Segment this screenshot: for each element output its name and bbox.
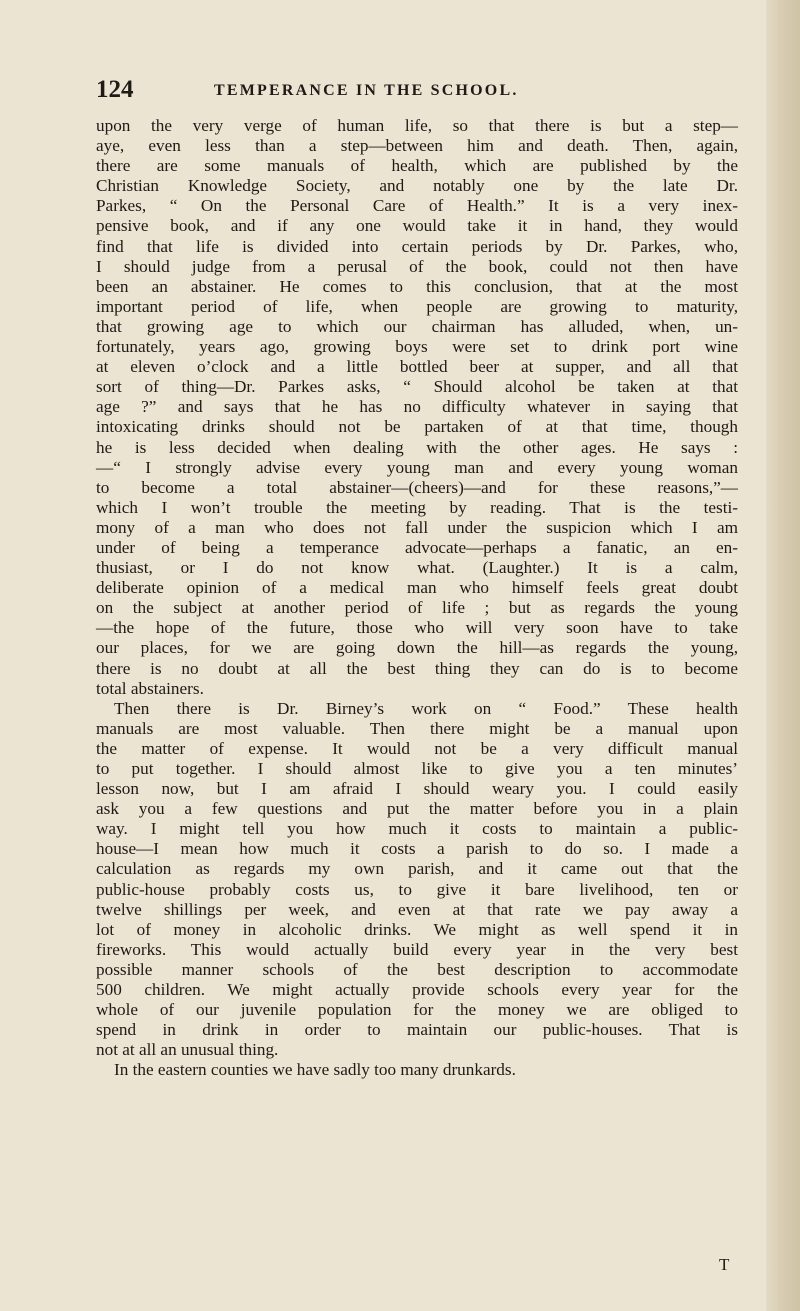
text-line: deliberate opinion of a medical man who himself feels great doubt: [96, 578, 738, 598]
text-line: there is no doubt at all the best thing they can do is to become: [96, 658, 738, 678]
text-line: possible manner schools of the best description to accommodate: [96, 959, 738, 979]
text-line: important period of life, when people are growing to maturity,: [96, 296, 738, 316]
paragraph-start-line: In the eastern counties we have sadly too many drunkards.: [114, 1060, 516, 1080]
text-line: calculation as regards my own parish, and it came out that the: [96, 859, 738, 879]
page-header: [96, 76, 682, 106]
body-text: [96, 116, 738, 1081]
text-line: aye, even less than a step—between him and death. Then, again,: [96, 136, 738, 156]
text-line: to become a total abstainer—(cheers)—and for these reasons,”—: [96, 477, 738, 497]
paragraph-end-line: not at all an unusual thing.: [96, 1040, 279, 1060]
margin-mark: T: [719, 1255, 730, 1274]
text-line: thusiast, or I do not know what. (Laughter.) It is a calm,: [96, 558, 738, 578]
text-line: mony of a man who does not fall under the suspicion which I am: [96, 517, 738, 537]
text-line: lesson now, but I am afraid I should weary you. I could easily: [96, 779, 738, 799]
text-line: fireworks. This would actually build every year in the very best: [96, 939, 738, 959]
text-line: manuals are most valuable. Then there might be a manual upon: [96, 718, 738, 738]
text-line: he is less decided when dealing with the other ages. He says :: [96, 437, 738, 457]
text-line: which I won’t trouble the meeting by reading. That is the testi-: [96, 497, 738, 517]
page-number: 124: [96, 76, 134, 103]
text-line: our places, for we are going down the hill—as regards the young,: [96, 638, 738, 658]
text-line: ask you a few questions and put the matter before you in a plain: [96, 799, 738, 819]
text-line: upon the very verge of human life, so that there is but a step—: [96, 116, 738, 135]
text-line: Christian Knowledge Society, and notably one by the late Dr.: [96, 176, 738, 196]
text-line: 500 children. We might actually provide schools every year for the: [96, 980, 738, 1000]
text-line: to put together. I should almost like to give you a ten minutes’: [96, 759, 738, 778]
text-line: whole of our juvenile population for the money we are obliged to: [96, 1000, 738, 1020]
text-line: I should judge from a perusal of the book, could not then have: [96, 256, 738, 276]
page-edge-shadow: [766, 0, 800, 1311]
text-line: find that life is divided into certain periods by Dr. Parkes, who,: [96, 236, 738, 256]
text-line: house—I mean how much it costs a parish to do so. I made a: [96, 839, 738, 859]
text-line: the matter of expense. It would not be a very difficult manual: [96, 738, 738, 758]
text-line: pensive book, and if any one would take it in hand, they would: [96, 216, 738, 236]
text-line: public-house probably costs us, to give it bare livelihood, ten or: [96, 879, 738, 899]
paragraph-end-line: total abstainers.: [96, 678, 204, 698]
text-line: spend in drink in order to maintain our public-houses. That is: [96, 1020, 738, 1040]
text-line: been an abstainer. He comes to this conclusion, that at the most: [96, 276, 738, 296]
text-line: at eleven o’clock and a little bottled beer at supper, and all that: [96, 357, 738, 377]
text-line: Parkes, “ On the Personal Care of Health.” It is a very inex-: [96, 196, 738, 216]
text-line: —the hope of the future, those who will very soon have to take: [96, 618, 738, 638]
text-line: lot of money in alcoholic drinks. We might as well spend it in: [96, 919, 738, 939]
text-line: twelve shillings per week, and even at that rate we pay away a: [96, 899, 738, 919]
paragraph-start-line: Then there is Dr. Birney’s work on “ Food.” These health: [114, 698, 738, 718]
text-line: —“ I strongly advise every young man and every young woman: [96, 457, 738, 477]
text-line: on the subject at another period of life ; but as regards the young: [96, 598, 738, 618]
text-line: age ?” and says that he has no difficulty whatever in saying that: [96, 397, 738, 417]
text-line: fortunately, years ago, growing boys were set to drink port wine: [96, 337, 738, 357]
text-line: that growing age to which our chairman has alluded, when, un-: [96, 316, 738, 336]
text-line: intoxicating drinks should not be partaken of at that time, though: [96, 417, 738, 437]
text-line: sort of thing—Dr. Parkes asks, “ Should alcohol be taken at that: [96, 377, 738, 397]
text-line: under of being a temperance advocate—perhaps a fanatic, an en-: [96, 537, 738, 557]
text-line: way. I might tell you how much it costs to maintain a public-: [96, 819, 738, 839]
running-head: TEMPERANCE IN THE SCHOOL.: [214, 82, 519, 99]
text-line: there are some manuals of health, which are published by the: [96, 156, 738, 176]
